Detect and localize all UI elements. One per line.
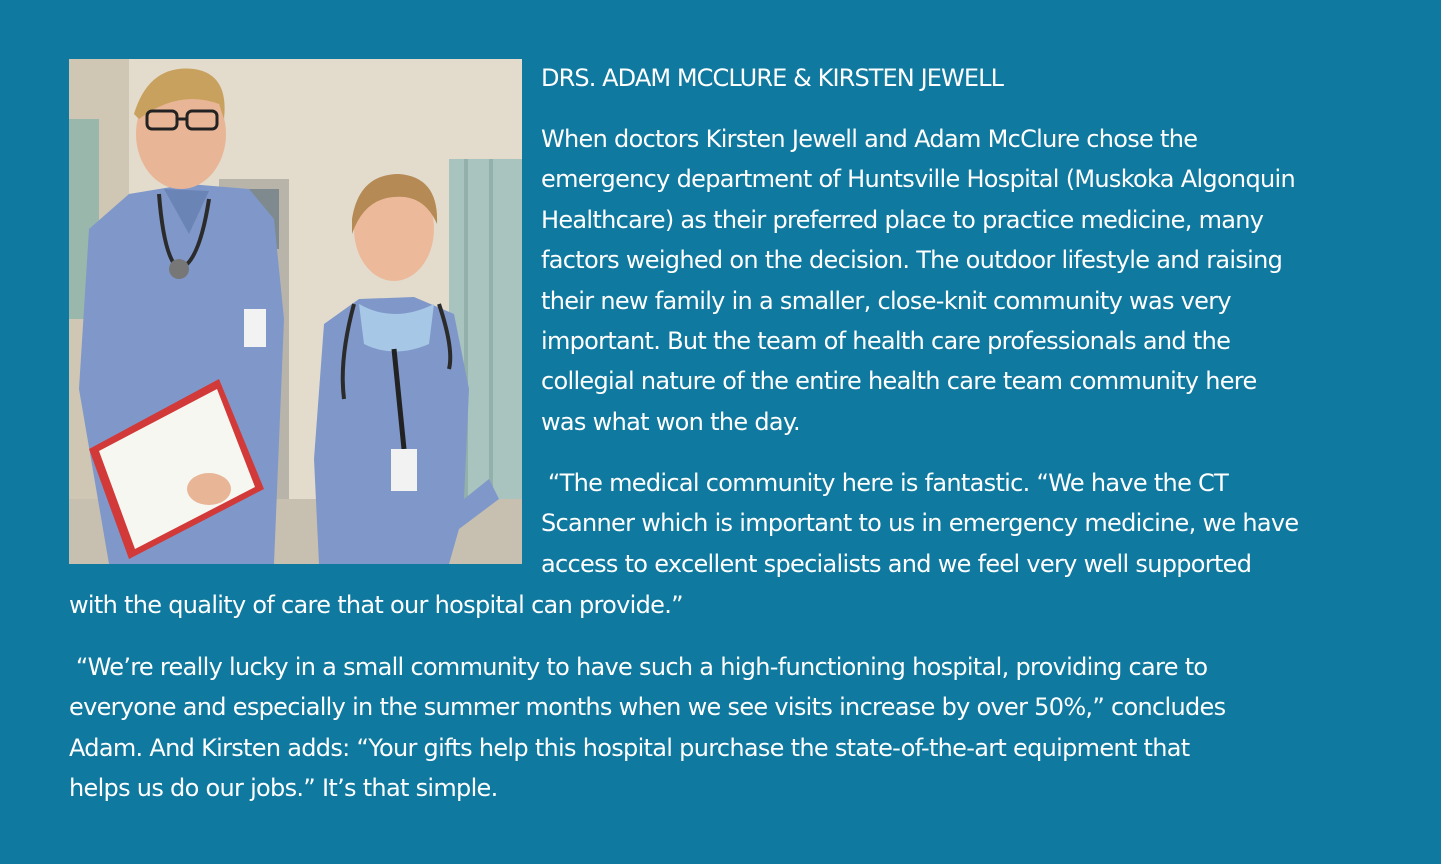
paragraph-line: everyone and especially in the summer months when we see visits increase by over 50%,” concludes [69,693,1226,722]
paragraph-3 [69,647,1225,809]
paragraph-line: access to excellent specialists and we feel very well supported [541,549,1252,578]
paragraph-line: Adam. And Kirsten adds: “Your gifts help this hospital purchase the state-of-the-art equipment that [69,733,1190,762]
heading-text: DRS. ADAM MCCLURE & KIRSTEN JEWELL [541,64,1004,92]
paragraph-1 [541,119,1295,442]
paragraph-2-continued [69,585,683,625]
paragraph-line: their new family in a smaller, close-knit community was very [541,286,1231,315]
paragraph-line: with the quality of care that our hospital can provide.” [69,591,683,619]
paragraph-line: important. But the team of health care professionals and the [541,327,1231,356]
paragraph-line: was what won the day. [541,407,800,436]
paragraph-line: Scanner which is important to us in emergency medicine, we have [541,509,1299,538]
doctors-photo [69,59,522,564]
article-heading [541,58,1003,98]
paragraph-line: collegial nature of the entire health care team community here [541,367,1257,396]
paragraph-2 [541,463,1299,584]
paragraph-line: factors weighed on the decision. The outdoor lifestyle and raising [541,246,1283,275]
paragraph-line: emergency department of Huntsville Hospital (Muskoka Algonquin [541,165,1295,194]
paragraph-line: “The medical community here is fantastic. “We have the CT [541,469,1229,497]
paragraph-line: “We’re really lucky in a small community to have such a high-functioning hospital, providing care to [69,653,1208,681]
paragraph-line: When doctors Kirsten Jewell and Adam McClure chose the [541,125,1198,153]
paragraph-line: Healthcare) as their preferred place to practice medicine, many [541,205,1264,234]
paragraph-line: helps us do our jobs.” It’s that simple. [69,774,498,803]
